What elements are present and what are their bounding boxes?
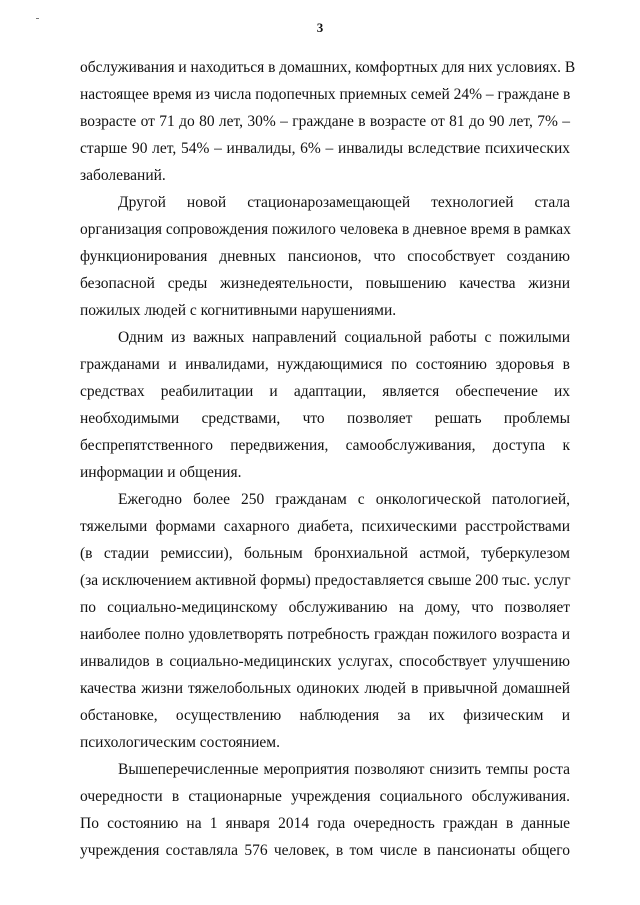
text-line: старше 90 лет, 54% – инвалиды, 6% – инвалиды вследствие психических <box>80 140 570 157</box>
text-line: пожилых людей с когнитивными нарушениями. <box>80 302 397 319</box>
paragraph <box>80 756 570 864</box>
text-line: необходимыми средствами, что позволяет решать проблемы <box>80 410 570 427</box>
page-number: 3 <box>316 20 324 35</box>
scan-speck <box>36 18 39 19</box>
text-line: очередности в стационарные учреждения социального обслуживания. <box>80 788 570 805</box>
text-line: инвалидов в социально-медицинских услугах, способствует улучшению <box>80 653 570 670</box>
text-line: Вышеперечисленные мероприятия позволяют снизить темпы роста <box>118 761 570 778</box>
text-line: Другой новой стационарозамещающей технологией стала <box>118 194 570 211</box>
text-line: тяжелыми формами сахарного диабета, психическими расстройствами <box>80 518 570 535</box>
text-line: возрасте от 71 до 80 лет, 30% – граждане в возрасте от 81 до 90 лет, 7% – <box>80 113 570 130</box>
text-line: информации и общения. <box>80 464 242 481</box>
text-line: Одним из важных направлений социальной работы с пожилыми <box>118 329 570 346</box>
text-line: организация сопровождения пожилого человека в дневное время в рамках <box>80 221 571 238</box>
text-line: настоящее время из числа подопечных приемных семей 24% – граждане в <box>80 86 571 103</box>
text-line: беспрепятственного передвижения, самообслуживания, доступа к <box>80 437 570 454</box>
text-line: качества жизни тяжелобольных одиноких людей в привычной домашней <box>80 680 570 697</box>
text-line: обстановке, осуществлению наблюдения за их физическим и <box>80 707 570 724</box>
body-text <box>80 54 576 864</box>
text-line: обслуживания и находиться в домашних, комфортных для них условиях. В <box>80 59 576 76</box>
text-line: (за исключением активной формы) предоставляется свыше 200 тыс. услуг <box>80 572 571 589</box>
text-line: психологическим состоянием. <box>80 734 280 751</box>
text-line: (в стадии ремиссии), больным бронхиальной астмой, туберкулезом <box>80 545 570 562</box>
text-line: средствах реабилитации и адаптации, является обеспечение их <box>80 383 570 400</box>
text-line: функционирования дневных пансионов, что способствует созданию <box>80 248 570 265</box>
text-line: заболеваний. <box>80 167 166 184</box>
text-line: Ежегодно более 250 гражданам с онкологической патологией, <box>118 491 570 508</box>
paragraph <box>80 189 570 324</box>
text-line: учреждения составляла 576 человек, в том числе в пансионаты общего <box>80 842 570 859</box>
text-line: безопасной среды жизнедеятельности, повышению качества жизни <box>80 275 570 292</box>
paragraph <box>80 54 576 189</box>
text-line: наиболее полно удовлетворять потребность граждан пожилого возраста и <box>80 626 570 643</box>
text-line: По состоянию на 1 января 2014 года очередность граждан в данные <box>80 815 570 832</box>
paragraph <box>80 486 570 756</box>
paragraph <box>80 324 570 486</box>
text-line: по социально-медицинскому обслуживанию на дому, что позволяет <box>80 599 570 616</box>
text-line: гражданами и инвалидами, нуждающимися по состоянию здоровья в <box>80 356 570 373</box>
